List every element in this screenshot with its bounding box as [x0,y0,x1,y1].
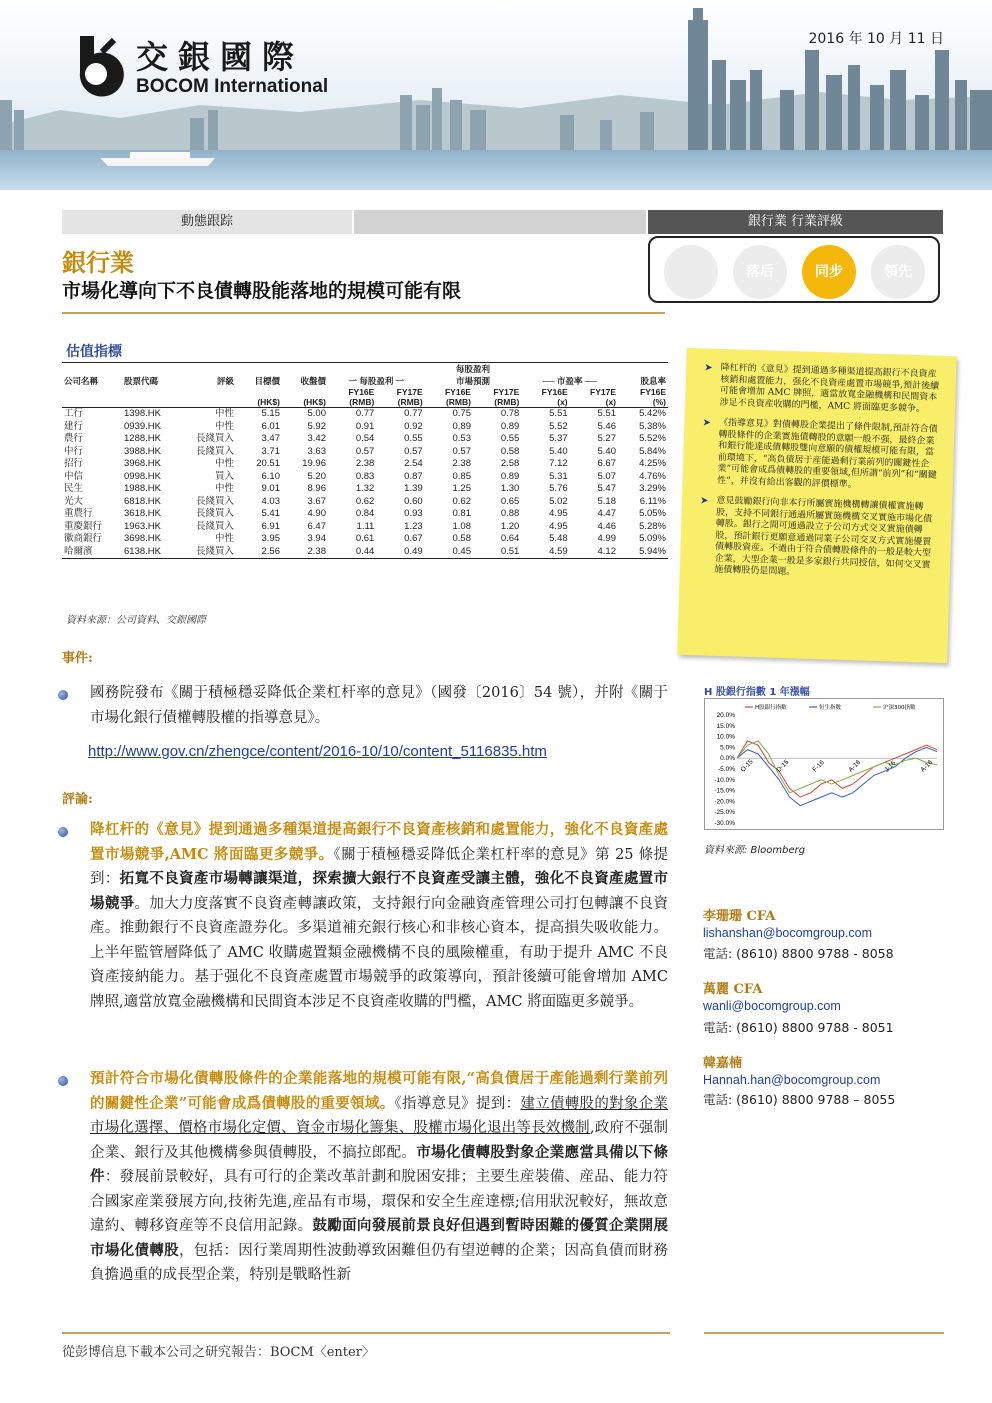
table-cell: 3618.HK [124,508,161,519]
table-cell: 中性 [214,458,234,469]
table-cell: 1.30 [500,483,520,494]
industry-rating-bar: 銀行業 行業評級 [648,210,943,234]
table-cell: 4.95 [549,508,568,519]
comment-1-text: 。加大力度落實不良資產轉讓政策，支持銀行向金融資產管理公司打包轉讓不良資產。推動銀行不良資產證券化。多渠道補充銀行核心和非核心資本，提高損失吸收能力。上半年監管層降低了 AMC 收購處置類金融機構不良的風險權重，有助于提升 AMC 不良資產接納能力。基于强化不良資產處置市場競爭的政策導向，預計後續可能會增加 AMC 牌照,適當放寬金融機構和民間資本涉足不良資產收購的門檻，AMC 將面臨更多競爭。 [90,895,669,1010]
comment-2-bold: 鼓勵面向發展前景良好但遇到暫時困難的優質企業開展市場化債轉股 [90,1217,669,1259]
table-row [62,508,668,521]
table-cell: 3.63 [307,445,326,457]
table-cell: 4.59 [521,546,569,559]
legend-label: H股銀行指數 [755,705,787,711]
table-cell: 5.48 [549,533,568,544]
comments-label: 評論: [62,792,93,807]
chart-svg [705,699,943,829]
arrow-bullet-icon: ➤ [702,417,712,429]
valuation-heading: 估值指標 [66,344,122,360]
table-cell: 長綫買入 [195,433,234,444]
table-cell: 0.54 [355,433,375,444]
col-dividend-yield: 股息率 [618,363,668,388]
comment-1-highlight: 降杠杆的《意見》提到通過多種渠道提高銀行不良資產核銷和處置能力，強化不良資產處置市場競爭,AMC 將面臨更多競爭。 [90,821,668,863]
table-cell: 0.55 [404,433,423,444]
table-cell: 1.23 [404,520,423,532]
report-date: 2016 年 10 月 11 日 [808,31,944,47]
legend-label: 沪深300指數 [883,705,916,711]
table-cell: 1.39 [404,483,423,494]
table-cell: 5.42% [639,408,666,419]
table-cell: 6818.HK [124,495,161,507]
table-cell: 徽商銀行 [64,533,103,544]
table-row [62,446,668,459]
divider-bar [354,210,646,234]
table-row [62,408,668,421]
table-cell: 長綫買入 [195,495,234,507]
table-cell: 0.93 [404,508,423,519]
table-cell: 5.15 [261,408,280,419]
table-cell: 5.18 [597,495,616,507]
footer-divider [704,1332,944,1334]
table-cell: 5.51 [597,408,616,419]
table-cell: 0.45 [425,546,473,559]
header-fy16e: FY16E [444,387,471,397]
unit-percent: (%) [618,397,668,408]
table-cell: 長綫買入 [195,445,234,457]
table-cell: 5.00 [307,408,326,419]
table-cell: 中信 [64,470,84,482]
table-cell: 中性 [214,533,234,544]
table-cell: 6138.HK [122,546,184,559]
summary-item-text: 意見鼓勵銀行向非本行所屬實施機構轉讓債權實施轉股，支持不同銀行通過所屬實施機構交叉實施市場化債轉股。銀行之間可通過設立子公司方式交叉實施債轉股，預計銀行更願意通過同業子公司交叉方式實施優質債轉股資産。不過由于符合債轉股條件的一般是較大型企業，大型企業一般是多家銀行共同授信，如何交叉實施債轉股仍是問題。 [714,495,933,578]
analyst-phone: 電話: (8610) 8800 9788 - 8058 [703,946,894,961]
index-performance-chart [704,698,944,830]
table-cell: 1.20 [500,520,520,532]
table-cell: 0.62 [452,495,471,507]
unit-rmb: (RMB) [473,397,521,408]
legend-label: 恒生指數 [819,705,842,711]
summary-item [698,495,936,583]
rating-option-underweight: 落后 [733,245,787,299]
table-cell: 0.88 [500,508,520,519]
table-cell: 0998.HK [124,470,161,482]
analyst-name: 萬麗 CFA [703,982,763,997]
table-cell: 3.29% [639,483,666,494]
bullet-icon [58,690,68,700]
unit-hkd: (HK$) [236,397,282,408]
table-cell: 0.62 [355,495,375,507]
comment-2-text: ，包括：因行業周期性波動導致困難但仍有望逆轉的企業；因高負債而財務負擔過重的成長型企業，特别是戰略性新 [90,1242,669,1283]
table-cell: 5.92 [307,420,326,432]
table-cell: 5.37 [549,433,568,444]
summary-sticky-note [677,348,957,663]
footer-divider [62,1332,670,1334]
table-cell: 0.91 [355,420,375,432]
table-cell: 6.67 [597,458,616,469]
table-cell: 5.05% [639,508,666,519]
table-cell: 0.58 [500,445,520,457]
table-cell: 5.28% [639,520,666,532]
table-cell: 0.57 [452,445,471,457]
unit-rmb: (RMB) [328,397,376,408]
table-cell: 0.57 [404,445,423,457]
valuation-table [62,362,668,559]
table-cell: 0.75 [452,408,471,419]
bocom-logo [66,32,328,98]
table-cell: 5.40 [549,445,568,457]
table-cell: 6.11% [639,495,666,507]
table-cell: 0.57 [355,445,375,457]
comment-2-text: ：發展前景較好，具有可行的企業改革計劃和脫困安排；主要生産裝備、産品、能力符合國家産業發展方向,技術先進,産品有市場，環保和安全生産達標;信用狀況較好，無故意違約、轉移資産等不良信用記錄。 [90,1169,669,1234]
table-cell: 5.38% [639,420,666,432]
table-cell: 5.46 [597,420,616,432]
y-tick-label: -15.0% [714,787,735,795]
table-cell: 0.78 [500,408,520,419]
report-header [0,0,992,190]
header-fy16e: FY16E [348,387,375,397]
y-tick-label: 10.0% [716,733,735,741]
table-cell: 長綫買入 [195,520,234,532]
valuation-table-body [62,408,668,559]
table-cell: 3.95 [261,533,280,544]
arrow-bullet-icon: ➤ [704,362,713,374]
y-tick-label: 15.0% [716,722,735,730]
rating-option-overweight: 領先 [871,245,925,299]
table-cell: 5.84% [639,445,666,457]
unit-rmb: (RMB) [376,397,424,408]
col-pe: ── 市盈率 ── [521,363,618,388]
table-cell: 5.51 [549,408,568,419]
table-cell: 5.41 [261,508,280,519]
report-headline: 市場化導向下不良債轉股能落地的規模可能有限 [62,280,462,302]
col-rating: 評級 [184,363,236,388]
table-cell: 6.10 [261,470,280,482]
bullet-icon [58,827,68,837]
comment-2-bold: 市場化債轉股對象企業應當具備以下條件 [90,1143,669,1185]
x-tick-label: F-16 [811,759,826,774]
table-cell: 0.77 [355,408,375,419]
table-row [62,483,668,496]
chart-title: H 股銀行指數 1 年漲幅 [704,687,810,698]
table-cell: 2.54 [404,458,423,469]
header-fy16e: FY16E [640,387,666,397]
table-cell: 0.55 [500,433,520,444]
y-tick-label: 20.0% [716,712,735,719]
analyst-email[interactable]: lishanshan@bocomgroup.com [703,926,873,940]
table-cell: 重慶銀行 [64,520,103,532]
rating-option-neutral-selected: 同步 [802,245,856,299]
table-cell: 0.89 [500,470,520,482]
unit-x: (x) [570,397,618,408]
eps-consensus-label: 每股盈利 [455,364,490,374]
table-cell: 0.81 [452,508,471,519]
y-tick-label: -10.0% [714,776,735,784]
table-cell: 5.09% [639,533,666,544]
table-header-row [62,397,668,408]
comment-2-underline: 建立債轉股的對象企業市場化選擇、價格市場化定價、資金市場化籌集、股權市場化退出等長效機制 [90,1095,669,1136]
table-cell: 3988.HK [124,445,161,457]
table-cell: 中性 [214,408,234,419]
analyst-email[interactable]: Hannah.han@bocomgroup.com [703,1073,881,1087]
table-cell: 5.76 [549,483,568,494]
table-cell: 0.87 [404,470,423,482]
header-fy17e: FY17E [590,387,616,397]
x-tick-label: A-16 [919,758,935,774]
series-line [737,747,937,805]
table-cell: 20.51 [256,458,280,469]
table-cell: 1988.HK [124,483,161,494]
table-cell: 4.99 [597,533,616,544]
table-cell: 2.58 [500,458,520,469]
table-cell: 0.64 [500,533,520,544]
table-cell: 哈爾濱 [62,546,122,559]
col-close-price: 收盤價 [282,363,328,388]
table-header-row [62,387,668,397]
table-cell: 3698.HK [124,533,161,544]
unit-hkd: (HK$) [282,397,328,408]
analyst-name: 李珊珊 CFA [703,909,776,924]
table-header-row [62,363,668,388]
table-cell: 1963.HK [124,520,161,532]
col-eps: 一 每股盈利 一 [328,363,425,388]
y-tick-label: -25.0% [714,809,735,817]
table-cell: 1.25 [452,483,471,494]
analyst-name: 韓嘉楠 [703,1056,743,1071]
table-cell: 3.94 [307,533,326,544]
table-cell: 9.01 [261,483,280,494]
summary-item [701,417,939,493]
bocom-logo-icon [66,32,126,98]
table-cell: 4.12 [570,546,618,559]
unit-rmb: (RMB) [425,397,473,408]
table-cell: 0.61 [355,533,375,544]
table-cell: 0.84 [355,508,375,519]
table-cell: 農行 [64,433,84,444]
table-cell: 0.51 [473,546,521,559]
header-fy16e: FY16E [541,387,568,397]
comment-2-text: ,政府不强制企業、銀行及其他機構參與債轉股，不搞拉郎配。 [90,1120,669,1161]
table-cell: 0.89 [452,420,471,432]
table-cell: 長綫買入 [195,508,234,519]
event-paragraph: 國務院發布《關于積極穩妥降低企業杠杆率的意見》（國發〔2016〕54 號），并附《關于市場化銀行債權轉股權的指導意見》。 [90,685,668,726]
table-row [62,421,668,434]
x-tick-label: A-16 [847,758,863,774]
rating-selector [648,236,940,303]
table-cell: 重農行 [64,508,93,519]
table-cell: 5.52 [549,420,568,432]
table-cell: 6.47 [307,520,326,532]
col-target-price: 目標價 [236,363,282,388]
arrow-bullet-icon: ➤ [699,495,709,507]
table-cell: 工行 [64,408,84,419]
table-cell: 5.94% [618,546,668,559]
table-cell: 1.08 [452,520,471,532]
policy-link[interactable]: http://www.gov.cn/zhengce/content/2016-10/10/content_5116835.htm [88,743,547,760]
table-cell: 中性 [214,483,234,494]
table-cell: 中性 [214,420,234,432]
comment-1-bold: 拓寬不良資產市場轉讓渠道，探索擴大銀行不良資產受讓主體，強化不良資產處置市場競爭 [90,870,669,912]
col-ticker: 股票代碼 [122,363,184,388]
title-divider [62,312,665,314]
table-cell: 3.47 [261,433,280,444]
summary-item-text: 《指導意見》對債轉股企業提出了條件限制,預計符合債轉股條件的企業實施債轉股的意願一般不强，最終企業和銀行能達成債轉股雙向意願的債權規模可能有限，當前環境下，“高負債居于産能過剩行業前列的關鍵性企業”可能會成爲債轉股的重要領域,但所謂“前列”和“關鍵性”，并沒有給出客觀的評價標準。 [716,417,938,490]
header-fy17e: FY17E [493,387,520,397]
table-row [62,521,668,534]
series-line [737,741,937,797]
summary-item-text: 降杠杆的《意見》提到通過多種渠道提高銀行不良資産核銷和處置能力，强化不良資産處置市場競爭,預計後續可能會增加 AMC 牌照，適當放寬金融機構和民間資本涉足不良資産收購的門檻，AMC 將面臨更多競争。 [719,362,940,414]
table-cell: 0.65 [500,495,520,507]
table-cell: 5.27 [597,433,616,444]
table-cell: 0.44 [328,546,376,559]
table-row [62,546,668,559]
table-cell: 5.40 [597,445,616,457]
chart-source: 資料來源: Bloomberg [704,845,806,856]
y-tick-label: -20.0% [714,798,735,806]
table-cell: 3968.HK [124,458,161,469]
report-type-bar: 動態跟踪 [62,210,352,234]
summary-item [703,362,940,415]
table-cell: 0939.HK [124,420,161,432]
comment-2-text: 《指導意見》提到： [394,1095,521,1112]
table-cell: 4.90 [307,508,326,519]
col-company: 公司名稱 [62,363,122,388]
table-cell: 4.47 [597,508,616,519]
table-cell: 民生 [64,483,84,494]
x-tick-label: D-15 [775,758,791,774]
table-cell: 1.32 [355,483,375,494]
table-cell: 0.67 [404,533,423,544]
unit-x: (x) [521,397,569,408]
comment-paragraph-1 [90,818,668,1014]
table-cell: 3.42 [307,433,326,444]
table-cell: 0.49 [376,546,424,559]
table-cell: 中行 [64,445,84,457]
table-cell: 19.96 [302,458,326,469]
table-row [62,471,668,484]
table-cell: 5.47 [597,483,616,494]
table-cell: 0.53 [452,433,471,444]
table-cell: 8.96 [307,483,326,494]
table-row [62,533,668,546]
analyst-phone: 電話: (8610) 8800 9788 - 8051 [703,1020,894,1035]
table-cell: 4.03 [261,495,280,507]
table-cell: 2.56 [236,546,282,559]
table-cell: 5.52% [639,433,666,444]
col-eps-consensus [425,363,522,388]
table-cell: 1.11 [356,520,375,532]
logo-english-name: BOCOM International [136,76,329,97]
table-cell: 0.85 [452,470,471,482]
table-cell: 2.38 [282,546,328,559]
x-tick-label: J-16 [883,759,898,774]
y-tick-label: 5.0% [720,744,735,752]
footer-note: 從彭博信息下載本公司之研究報告：BOCM〈enter〉 [62,1345,375,1360]
table-cell: 3.67 [307,495,326,507]
y-tick-label: -5.0% [718,766,735,773]
table-cell: 4.76% [639,470,666,482]
table-cell: 5.02 [549,495,568,507]
y-tick-label: 0.0% [720,755,735,763]
comment-paragraph-2 [90,1067,668,1288]
events-label: 事件: [62,651,93,666]
rating-blank-circle [664,245,718,299]
table-cell: 2.38 [355,458,375,469]
table-cell: 0.60 [404,495,423,507]
table-cell: 光大 [64,495,84,507]
table-cell: 5.31 [549,470,568,482]
table-cell: 4.25% [639,458,666,469]
table-cell: 0.89 [500,420,520,432]
table-cell: 4.95 [549,520,568,532]
table-cell: 6.01 [261,420,280,432]
y-tick-label: -30.0% [714,820,735,827]
table-cell: 5.20 [307,470,326,482]
table-cell: 0.83 [355,470,375,482]
table-cell: 長綫買入 [184,546,236,559]
series-line [737,741,937,793]
table-cell: 7.12 [549,458,568,469]
market-forecast-label: 市場預測 [455,376,490,386]
table-row [62,433,668,446]
table-cell: 0.92 [404,420,423,432]
x-tick-label: O-15 [739,758,755,774]
table-cell: 0.58 [452,533,471,544]
table-cell: 2.38 [452,458,471,469]
table-cell: 招行 [64,458,84,469]
header-fy17e: FY17E [396,387,423,397]
table-cell: 0.77 [404,408,423,419]
comment-2-highlight: 預計符合市場化債轉股條件的企業能落地的規模可能有限,“高負債居于產能過剩行業前列的關鍵性企業”可能會成爲債轉股的重要領域。 [90,1070,668,1112]
bullet-icon [58,1076,68,1086]
table-cell: 買入 [214,470,234,482]
table-source: 資料來源：公司資料、交銀國際 [66,615,206,626]
sector-title: 銀行業 [62,248,134,277]
analyst-phone: 電話: (8610) 8800 9788 – 8055 [703,1092,896,1107]
table-cell: 6.91 [261,520,280,532]
table-row [62,458,668,471]
analyst-email[interactable]: wanli@bocomgroup.com [703,999,841,1013]
table-cell: 4.46 [597,520,616,532]
comment-1-text: 《關于積極穩妥降低企業杠杆率的意見》第 25 條提到： [90,846,669,887]
table-row [62,496,668,509]
logo-chinese-name: 交銀國際 [136,38,305,76]
table-cell: 建行 [64,420,84,432]
table-cell: 1288.HK [124,433,161,444]
table-cell: 3.71 [261,445,280,457]
table-cell: 5.07 [597,470,616,482]
table-cell: 1398.HK [124,408,161,419]
